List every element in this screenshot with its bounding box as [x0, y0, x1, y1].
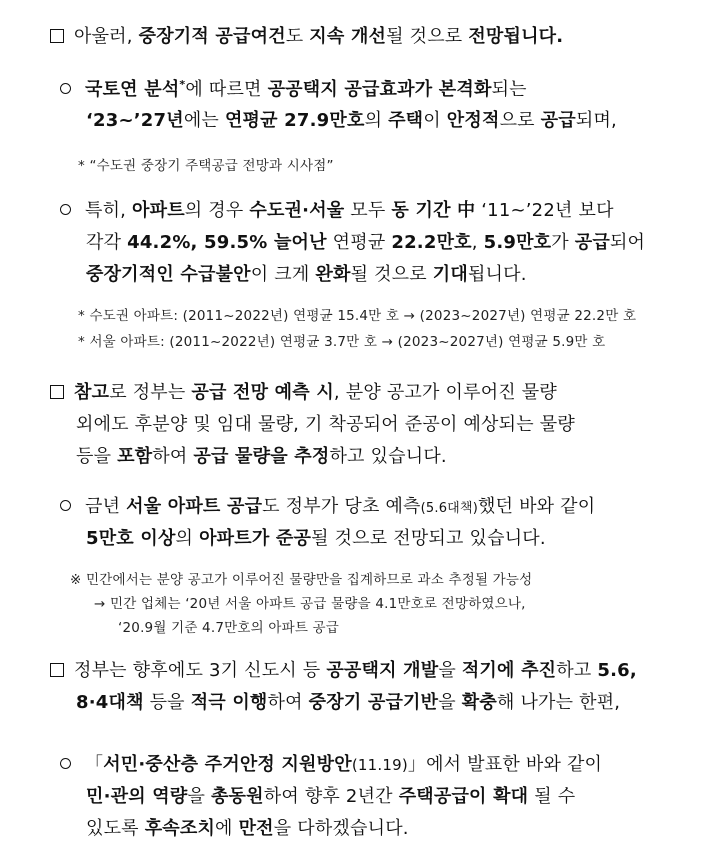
circle-bullet-icon — [60, 204, 71, 215]
circle-bullet-icon — [60, 500, 71, 511]
s1-b1-line-2: ‘23~’27년에는 연평균 27.9만호의 주택이 안정적으로 공급되며, — [86, 110, 617, 131]
circle-bullet-icon — [60, 758, 71, 769]
s1-b2-note-2: * 서울 아파트: (2011~2022년) 연평균 3.7만 호 → (2023~2027년) 연평균 5.9만 호 — [78, 334, 606, 350]
s2-b1-note-1: ※ 민간에서는 분양 공고가 이루어진 물량만을 집계하므로 과소 추정될 가능성 — [70, 572, 533, 588]
s1-b1-footnote: * “수도권 중장기 주택공급 전망과 시사점” — [78, 158, 334, 174]
s2-b1-note-3: ‘20.9월 기준 4.7만호의 아파트 공급 — [118, 620, 340, 636]
s2-b1-note-2: → 민간 업체는 ‘20년 서울 아파트 공급 물량을 4.1만호로 전망하였으나, — [94, 596, 526, 612]
s3-line-2: 8·4대책 등을 적극 이행하여 중장기 공급기반을 확충해 나가는 한편, — [76, 692, 621, 713]
checkbox-square-icon — [50, 385, 64, 399]
checkbox-square-icon — [50, 663, 64, 677]
s1-b2-line-1: 특히, 아파트의 경우 수도권·서울 모두 동 기간 中 ‘11~’22년 보다 — [60, 196, 614, 222]
s2-b1-line-1: 금년 서울 아파트 공급도 정부가 당초 예측(5.6대책)했던 바와 같이 — [60, 492, 595, 518]
s3-b1-line-2: 민·관의 역량을 총동원하여 향후 2년간 주택공급이 확대 될 수 — [86, 786, 576, 807]
s2-b1-line-2: 5만호 이상의 아파트가 준공될 것으로 전망되고 있습니다. — [86, 528, 546, 549]
s2-line-3: 등을 포함하여 공급 물량을 추정하고 있습니다. — [76, 446, 447, 467]
s3-line-1: 정부는 향후에도 3기 신도시 등 공공택지 개발을 적기에 추진하고 5.6, — [50, 656, 637, 682]
s2-line-1: 참고로 정부는 공급 전망 예측 시, 분양 공고가 이루어진 물량 — [50, 378, 557, 404]
circle-bullet-icon — [60, 83, 71, 94]
s1-b2-note-1: * 수도권 아파트: (2011~2022년) 연평균 15.4만 호 → (2023~2027년) 연평균 22.2만 호 — [78, 308, 637, 324]
s1-b2-line-2: 각각 44.2%, 59.5% 늘어난 연평균 22.2만호, 5.9만호가 공급되어 — [86, 232, 646, 253]
s3-b1-line-3: 있도록 후속조치에 만전을 다하겠습니다. — [86, 818, 409, 839]
s1-b2-line-3: 중장기적인 수급불안이 크게 완화될 것으로 기대됩니다. — [86, 264, 527, 285]
s1-b1-line-1: 국토연 분석*에 따르면 공공택지 공급효과가 본격화되는 — [60, 75, 527, 101]
checkbox-square-icon — [50, 29, 64, 43]
s1-line-1: 아울러, 중장기적 공급여건도 지속 개선될 것으로 전망됩니다. — [50, 22, 563, 48]
s3-b1-line-1: 「서민·중산층 주거안정 지원방안(11.19)」에서 발표한 바와 같이 — [60, 750, 602, 776]
s2-line-2: 외에도 후분양 및 임대 물량, 기 착공되어 준공이 예상되는 물량 — [76, 414, 575, 435]
